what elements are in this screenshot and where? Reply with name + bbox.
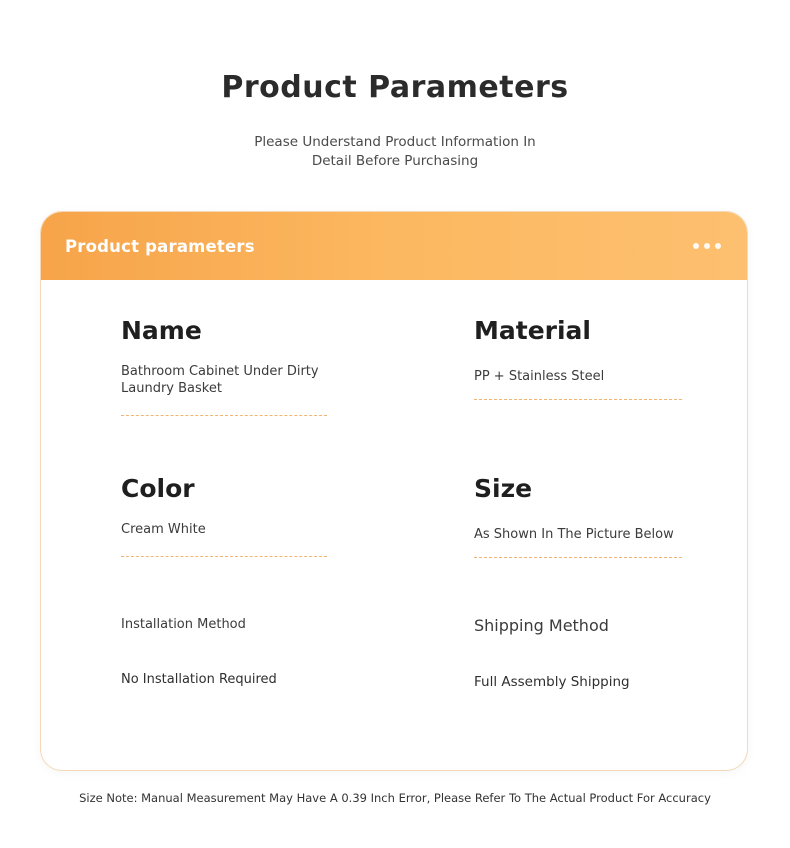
spec-label: Installation Method [121,617,246,632]
page-title: Product Parameters [221,70,569,105]
spec-value: PP + Stainless Steel [474,369,605,384]
card-title: Product parameters [65,236,255,256]
spec-value: Cream White [121,522,206,537]
spec-label: Size [474,474,533,503]
dashed-divider [474,557,682,558]
row-spacer [394,416,747,474]
parameters-card [40,211,748,771]
dashed-divider [474,399,682,400]
card-body [41,280,747,770]
ellipsis-icon[interactable] [693,243,721,249]
specs-grid [41,316,747,691]
spec-label: Name [121,316,202,345]
spec-size [394,474,747,558]
spec-value: Full Assembly Shipping [474,674,630,690]
spec-name [41,316,394,416]
spec-label: Material [474,316,591,345]
row-spacer [41,416,394,474]
row-spacer [41,558,394,616]
page-subtitle: Please Understand Product Information In Detail Before Purchasing [254,134,536,169]
size-note: Size Note: Manual Measurement May Have A 0.39 Inch Error, Please Refer To The Actual Product For Accuracy [79,791,711,805]
spec-shipping-method [394,616,747,691]
spec-label: Shipping Method [474,616,609,635]
row-spacer [394,558,747,616]
spec-value: Bathroom Cabinet Under Dirty Laundry Basket [121,364,319,396]
dashed-divider [121,556,327,557]
spec-color [41,474,394,558]
dashed-divider [121,415,327,416]
page-header [0,0,790,190]
card-header [41,212,747,280]
spec-installation-method [41,616,394,691]
spec-material [394,316,747,416]
spec-value: As Shown In The Picture Below [474,527,674,542]
spec-label: Color [121,474,195,503]
spec-value: No Installation Required [121,672,277,687]
